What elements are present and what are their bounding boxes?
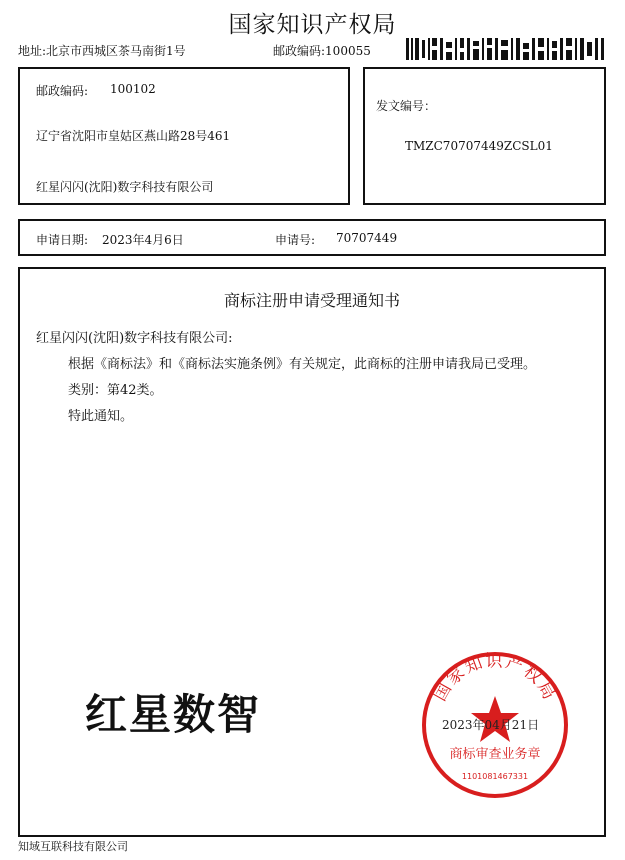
doc-number-box	[363, 67, 606, 205]
issuer-address: 地址:北京市西城区茶马南街1号	[18, 44, 186, 58]
recipient-company: 红星闪闪(沈阳)数字科技有限公司	[36, 180, 214, 194]
seal-date: 2023年04月21日	[442, 718, 540, 732]
application-info-box	[18, 219, 606, 256]
doc-number-label: 发文编号：	[376, 99, 437, 113]
recipient-postcode-label: 邮政编码:	[36, 84, 89, 98]
application-date-value: 2023年4月6日	[102, 233, 184, 247]
notice-body: 根据《商标法》和《商标法实施条例》有关规定，此商标的注册申请我局已受理。	[68, 357, 537, 372]
recipient-address: 辽宁省沈阳市皇姑区燕山路28号461	[36, 129, 231, 143]
seal-inner-text: 商标审查业务章	[449, 747, 541, 762]
application-number-value: 70707449	[336, 231, 398, 245]
notice-addressee: 红星闪闪(沈阳)数字科技有限公司:	[36, 331, 233, 346]
trademark-image-text: 红星数智	[85, 690, 262, 739]
doc-number-value: TMZC70707449ZCSL01	[405, 139, 553, 153]
seal-ring-text: 国家知识产权局	[430, 651, 560, 705]
barcode	[406, 38, 606, 60]
recipient-box	[18, 67, 350, 205]
notice-title: 商标注册申请受理通知书	[223, 291, 400, 310]
notice-category: 类别：第42类。	[68, 383, 163, 398]
application-date-label: 申请日期:	[36, 233, 89, 247]
footer-company: 知域互联科技有限公司	[18, 840, 128, 853]
recipient-postcode-value: 100102	[110, 82, 156, 96]
seal-serial: 1101081467331	[461, 772, 529, 781]
application-number-label: 申请号:	[275, 233, 316, 247]
issuer-postcode: 邮政编码:100055	[273, 44, 371, 58]
notice-closing: 特此通知。	[68, 409, 134, 424]
issuer-title: 国家知识产权局	[228, 12, 397, 38]
